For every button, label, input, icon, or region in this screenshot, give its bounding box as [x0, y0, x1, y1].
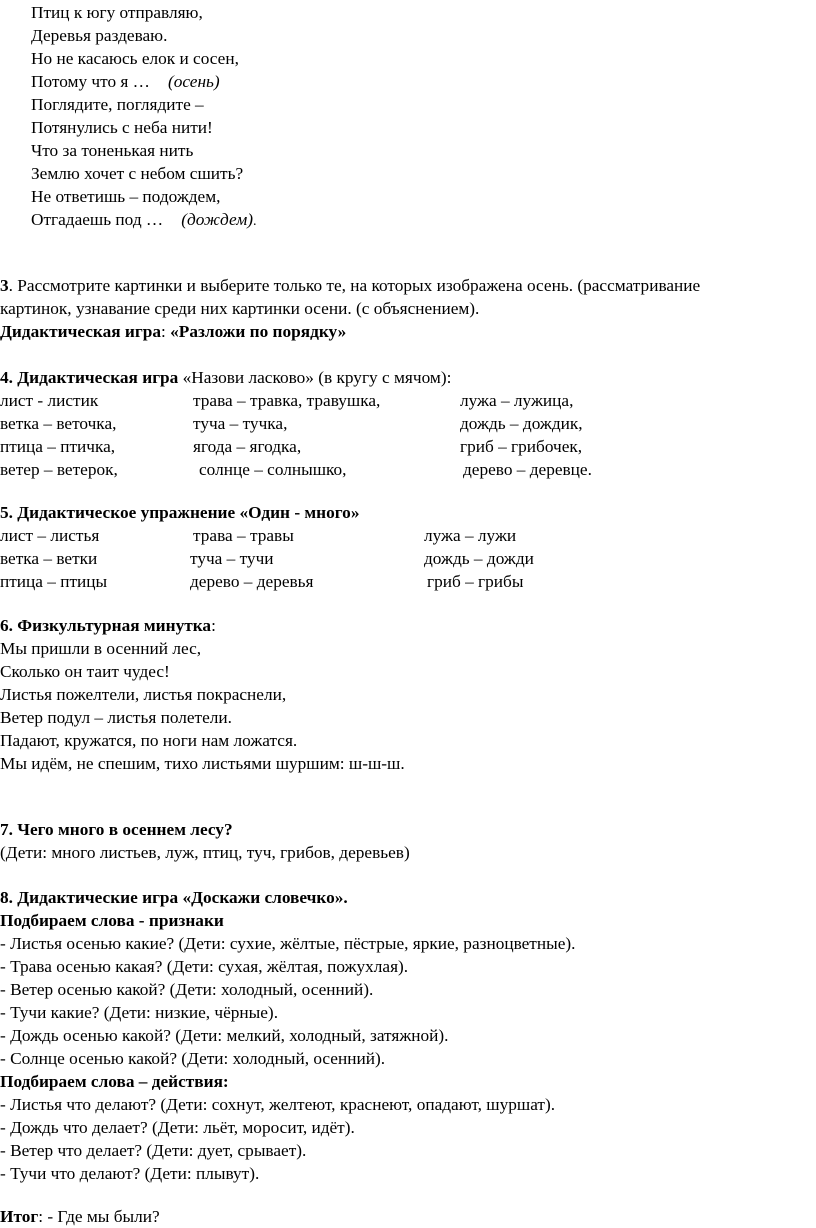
- poem-line: Ветер подул – листья полетели.: [0, 708, 232, 727]
- poem-line: Сколько он таит чудес!: [0, 662, 170, 681]
- question-line: - Тучи что делают? (Дети: плывут).: [0, 1164, 260, 1183]
- poem-line: Мы пришли в осенний лес,: [0, 639, 202, 658]
- riddle-answer: (осень): [167, 72, 220, 91]
- question-line: - Трава осенью какая? (Дети: сухая, жёлтая, пожухлая).: [0, 957, 409, 976]
- section-4-heading: 4. Дидактическая игра «Назови ласково» (в кругу с мячом):: [0, 368, 452, 387]
- section-3-game: Дидактическая игра: «Разложи по порядку»: [0, 322, 347, 341]
- riddle-answer: (дождем): [181, 210, 253, 229]
- section-3-line: 3. Рассмотрите картинки и выберите только те, на которых изображена осень. (рассматривание: [0, 276, 701, 295]
- section-8-heading: 8. Дидактические игра «Доскажи словечко».: [0, 888, 348, 907]
- subheading-actions: Подбираем слова – действия:: [0, 1072, 229, 1091]
- poem-line: Падают, кружатся, по ноги нам ложатся.: [0, 731, 298, 750]
- question-line: - Листья осенью какие? (Дети: сухие, жёлтые, пёстрые, яркие, разноцветные).: [0, 934, 576, 953]
- riddle-line: Потому что я … (осень): [31, 72, 220, 91]
- section-5-heading: 5. Дидактическое упражнение «Один - много»: [0, 503, 360, 522]
- summary-line: Итог: - Где мы были?: [0, 1207, 160, 1226]
- poem-line: Мы идём, не спешим, тихо листьями шуршим: ш-ш-ш.: [0, 754, 405, 773]
- section-6-heading: 6. Физкультурная минутка:: [0, 616, 216, 635]
- question-line: - Дождь что делает? (Дети: льёт, моросит, идёт).: [0, 1118, 355, 1137]
- question-line: - Дождь осенью какой? (Дети: мелкий, холодный, затяжной).: [0, 1026, 449, 1045]
- section-3-line: картинок, узнавание среди них картинки осени. (с объяснением).: [0, 299, 480, 318]
- section-7-answer: (Дети: много листьев, луж, птиц, туч, грибов, деревьев): [0, 843, 410, 862]
- riddle-line: Поглядите, поглядите –: [31, 95, 204, 114]
- subheading-attributes: Подбираем слова - признаки: [0, 911, 224, 930]
- riddle-line: Отгадаешь под … (дождем).: [31, 210, 257, 229]
- document-page: Птиц к югу отправляю, Деревья раздеваю. Но не касаюсь елок и сосен, Потому что я … (осень) Поглядите, поглядите – Потянулись с неба нити! Что за тоненькая нить Землю хочет с небом сшить? Не ответишь – подождем, Отгадаешь под … (дождем). 3. Рассмотрите картинки и выберите только те, на которых изображена осень. (рассматривание картинок, узнавание среди них картинки осени. (с объяснением). Дидактическая игра: «Разложи по порядку» 4. Дидактическая игра «Назови ласково» (в кругу с мячом): лист - листик трава – травка, травушка, лужа – лужица, ветка – веточка, туча – тучка, дождь – дождик, птица – птичка, ягода – ягодка, гриб – грибочек, ветер – ветерок, солнце – солнышко, дерево – деревце. 5. Дидактическое упражнение «Один - много» лист – листья трава – травы лужа – лужи ветка – ветки туча – тучи дождь – дожди птица – птицы дерево – деревья гриб – грибы 6. Физкультурная минутка: Мы пришли в осенний лес, Сколько он таит чудес! Листья пожелтели, листья покраснели, Ветер подул – листья полетели. Падают, кружатся, по ноги нам ложатся. Мы идём, не спешим, тихо листьями шуршим: ш-ш-ш. 7. Чего много в осеннем лесу? (Дети: много листьев, луж, птиц, туч, грибов, деревьев) 8. Дидактические игра «Доскажи словечко». Подбираем слова - признаки - Листья осенью какие? (Дети: сухие, жёлтые, пёстрые, яркие, разноцветные). - Трава осенью какая? (Дети: сухая, жёлтая, пожухлая). - Ветер осенью какой? (Дети: холодный, осенний). - Тучи какие? (Дети: низкие, чёрные). - Дождь осенью какой? (Дети: мелкий, холодный, затяжной). - Солнце осенью какой? (Дети: холодный, осенний). Подбираем слова – действия: - Листья что делают? (Дети: сохнут, желтеют, краснеют, опадают, шуршат). - Дождь что делает? (Дети: льёт, моросит, идёт). - Ветер что делает? (Дети: дует, срывает). - Тучи что делают? (Дети: плывут). Итог: - Где мы были?: [0, 3, 701, 1226]
- riddle-line: Но не касаюсь елок и сосен,: [31, 49, 239, 68]
- riddle-line: Птиц к югу отправляю,: [31, 3, 203, 22]
- question-line: - Тучи какие? (Дети: низкие, чёрные).: [0, 1003, 279, 1022]
- riddle-line: Деревья раздеваю.: [31, 26, 168, 45]
- riddle-line: Землю хочет с небом сшить?: [31, 164, 244, 183]
- question-line: - Листья что делают? (Дети: сохнут, желтеют, краснеют, опадают, шуршат).: [0, 1095, 556, 1114]
- question-line: - Солнце осенью какой? (Дети: холодный, осенний).: [0, 1049, 386, 1068]
- poem-line: Листья пожелтели, листья покраснели,: [0, 685, 287, 704]
- question-line: - Ветер осенью какой? (Дети: холодный, осенний).: [0, 980, 374, 999]
- riddle-line: Потянулись с неба нити!: [31, 118, 213, 137]
- section-7-heading: 7. Чего много в осеннем лесу?: [0, 820, 233, 839]
- question-line: - Ветер что делает? (Дети: дует, срывает).: [0, 1141, 307, 1160]
- riddle-line: Не ответишь – подождем,: [31, 187, 221, 206]
- riddle-line: Что за тоненькая нить: [31, 141, 194, 160]
